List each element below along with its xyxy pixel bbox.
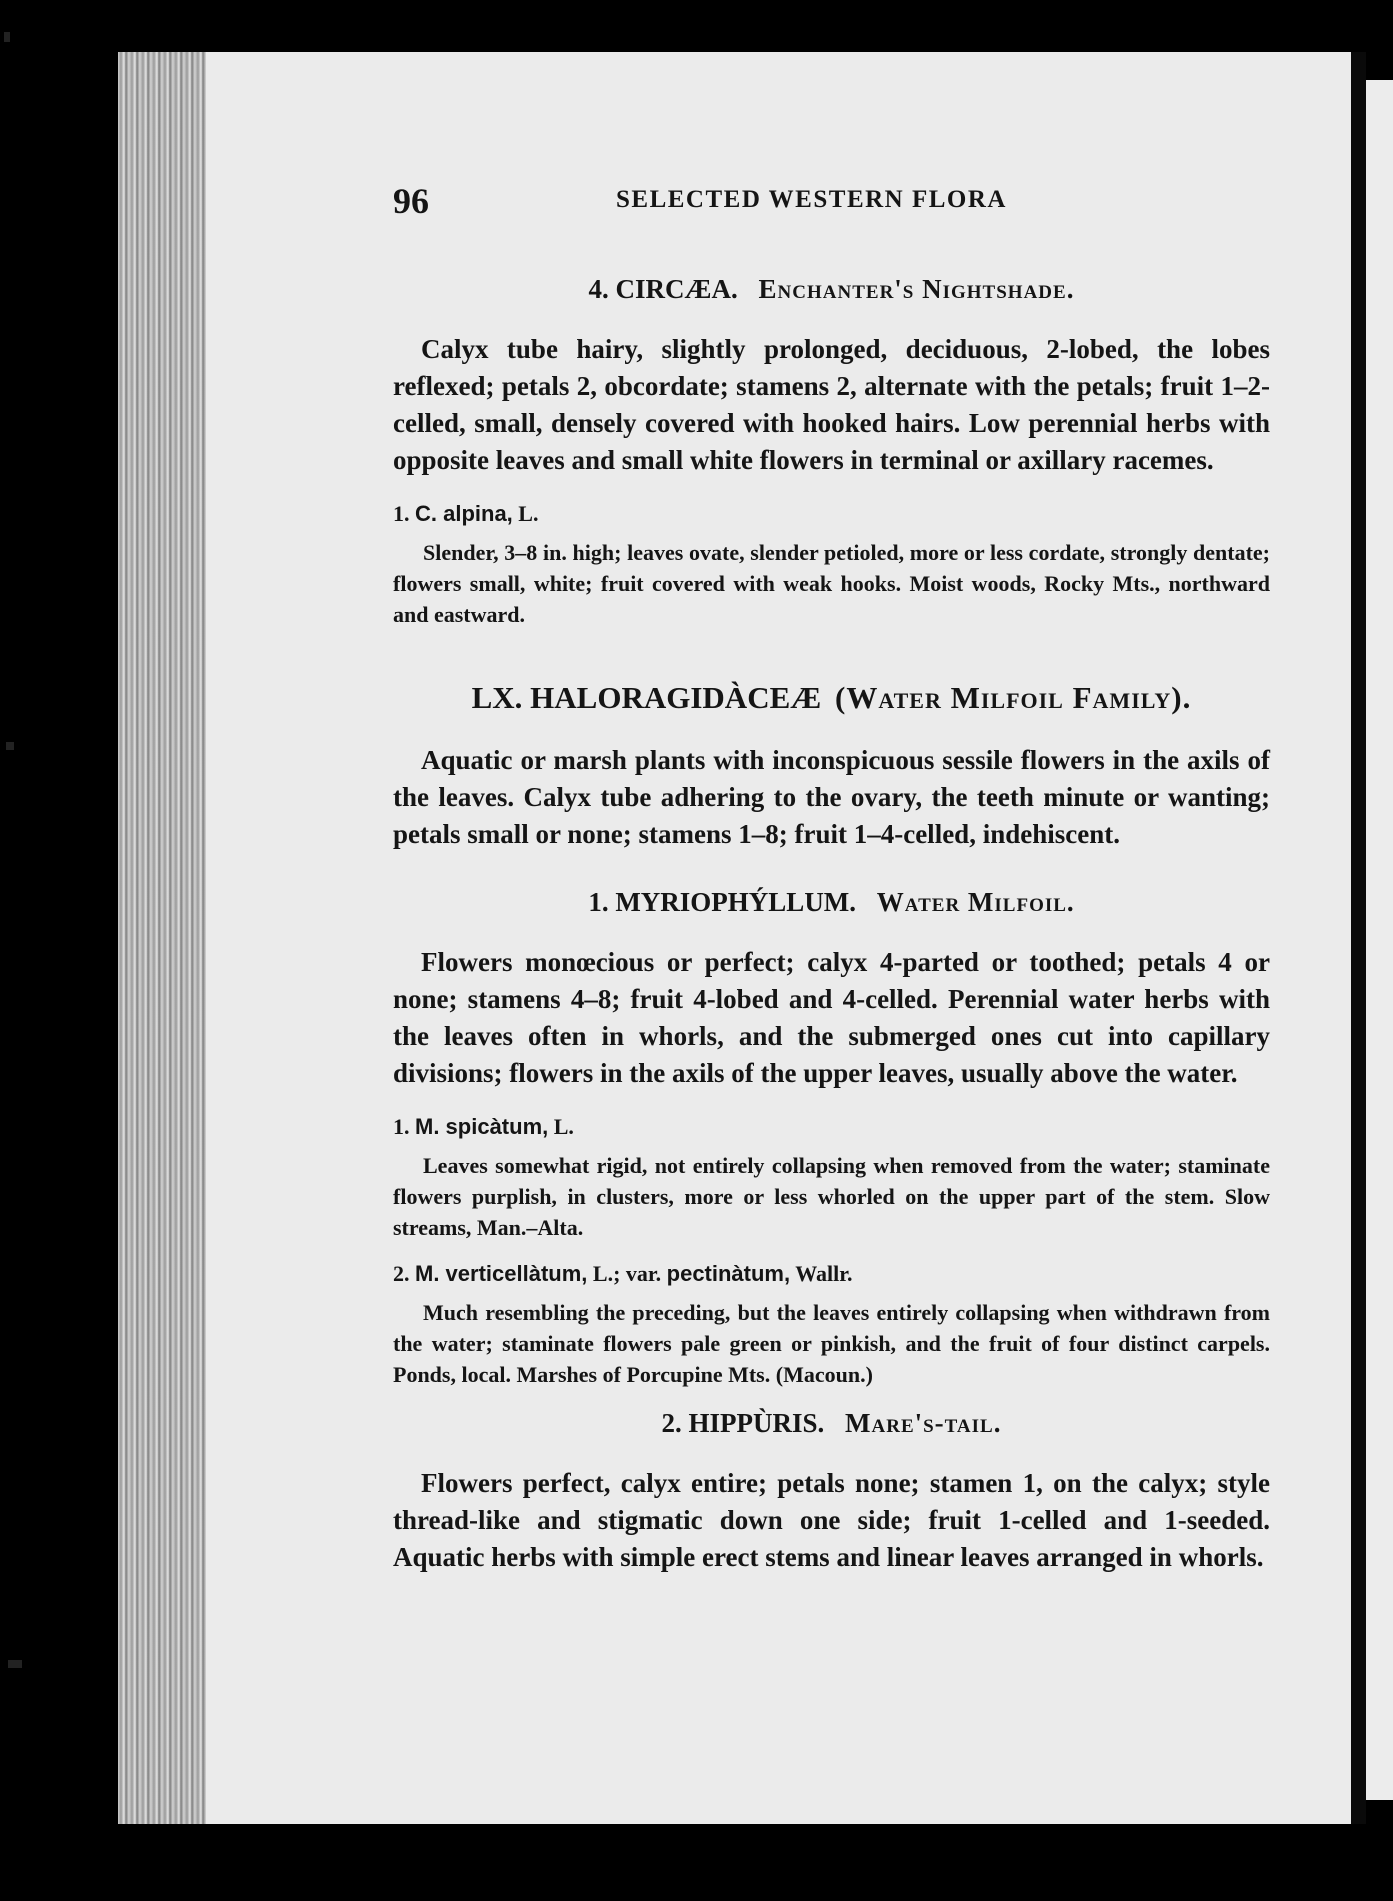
genus-description: Calyx tube hairy, slightly prolonged, deciduous, 2-lobed, the lobes reflexed; petals 2, obcordate; stamens 2, alternate with the petals; fruit 1–2-celled, small, densely covered with hooked hairs. Low perennial herbs with opposite leaves and small white flowers in terminal or axillary racemes. xyxy=(393,334,1270,475)
genus-description: Flowers monœcious or perfect; calyx 4-parted or toothed; petals 4 or none; stamens 4–8; fruit 4-lobed and 4-celled. Perennial water herbs with the leaves often in whorls, and the submerged ones cut into capillary divisions; flowers in the axils of the upper leaves, usually above the water. xyxy=(393,947,1270,1088)
species-author: L. xyxy=(518,501,539,526)
genus-name: 2. HIPPÙRIS. xyxy=(661,1408,825,1438)
book-page-edges xyxy=(118,52,214,1824)
genus-description: Flowers perfect, calyx entire; petals none; stamen 1, on the calyx; style thread-like and stigmatic down one side; fruit 1-celled and 1-seeded. Aquatic herbs with simple erect stems and linear leaves arranged in whorls. xyxy=(393,1468,1270,1572)
genus-heading-circaea xyxy=(393,274,1270,305)
scan-speck xyxy=(4,32,10,42)
page-content xyxy=(393,180,1270,1598)
genus-common-name: Enchanter's Nightshade. xyxy=(758,274,1075,304)
page-number: 96 xyxy=(393,181,429,221)
scan-speck xyxy=(8,1660,22,1668)
species-author: L. xyxy=(553,1114,574,1139)
species-heading xyxy=(393,1261,1270,1287)
species-author: L.; xyxy=(592,1261,621,1286)
family-description: Aquatic or marsh plants with inconspicuous sessile flowers in the axils of the leaves. Calyx tube adhering to the ovary, the teeth minute or wanting; petals small or none; stamens 1–8; fruit 1–4-celled, indehiscent. xyxy=(393,745,1270,849)
facing-page-edge xyxy=(1366,80,1393,1800)
species-heading xyxy=(393,1114,1270,1140)
running-head xyxy=(393,180,1270,224)
genus-common-name: Mare's-tail. xyxy=(845,1408,1002,1438)
species-description: Slender, 3–8 in. high; leaves ovate, slender petioled, more or less cordate, strongly dentate; flowers small, white; fruit covered with weak hooks. Moist woods, Rocky Mts., northward and eastward. xyxy=(393,540,1270,627)
species-description: Much resembling the preceding, but the leaves entirely collapsing when withdrawn from the water; staminate flowers pale green or pinkish, and the fruit of four distinct carpels. Ponds, local. Marshes of Porcupine Mts. (Macoun.) xyxy=(393,1300,1270,1387)
book-gutter xyxy=(1351,52,1366,1824)
genus-name: 1. MYRIOPHÝLLUM. xyxy=(588,887,857,917)
species-scientific-name: C. alpina, xyxy=(415,501,513,526)
genus-heading-myriophyllum xyxy=(393,887,1270,918)
family-common-name: (Water Milfoil Family). xyxy=(835,680,1192,715)
species-scientific-name: M. spicàtum, xyxy=(415,1114,549,1139)
variety-label: var. xyxy=(625,1261,662,1286)
species-number: 1. xyxy=(393,501,410,526)
variety-name: pectinàtum, xyxy=(666,1261,791,1286)
species-number: 1. xyxy=(393,1114,410,1139)
variety-author: Wallr. xyxy=(795,1261,853,1286)
genus-name: 4. CIRCÆA. xyxy=(588,274,738,304)
species-heading xyxy=(393,501,1270,527)
family-heading xyxy=(393,680,1270,716)
genus-common-name: Water Milfoil. xyxy=(876,887,1075,917)
family-name: LX. HALORAGIDÀCEÆ xyxy=(471,680,822,715)
species-scientific-name: M. verticellàtum, xyxy=(415,1261,588,1286)
scan-speck xyxy=(6,742,14,750)
species-number: 2. xyxy=(393,1261,410,1286)
genus-heading-hippuris xyxy=(393,1408,1270,1439)
running-title: SELECTED WESTERN FLORA xyxy=(616,186,1007,213)
species-description: Leaves somewhat rigid, not entirely collapsing when removed from the water; staminate flowers purplish, in clusters, more or less whorled on the upper part of the stem. Slow streams, Man.–Alta. xyxy=(393,1153,1270,1240)
